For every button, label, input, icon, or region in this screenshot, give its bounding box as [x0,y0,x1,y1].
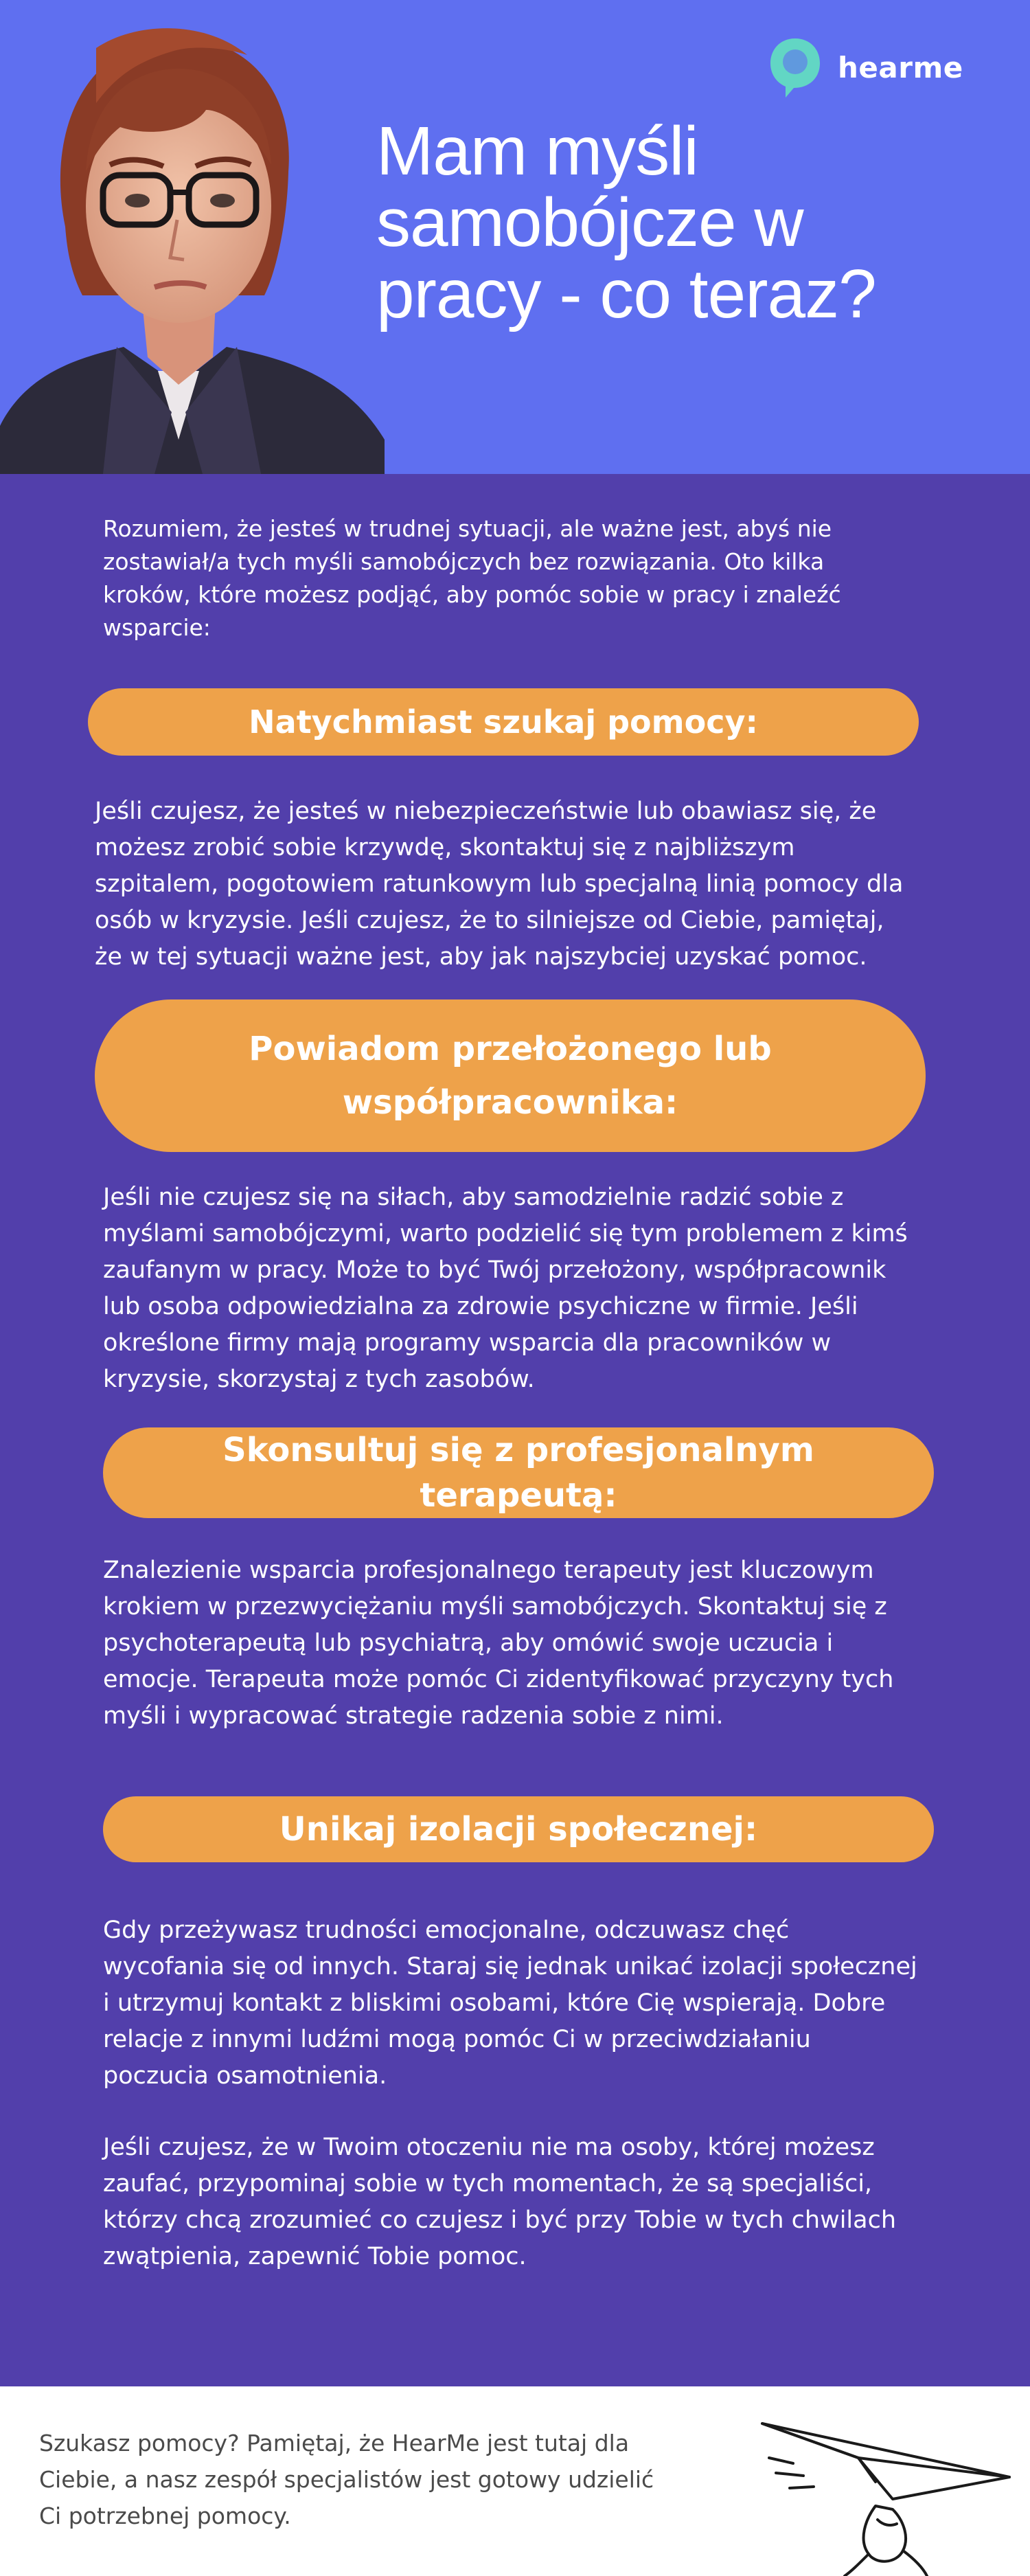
hero-banner [0,0,1030,474]
section-heading-3: Skonsultuj się z profesjonalnym terapeutą: [103,1427,934,1518]
section-body-3: Znalezienie wsparcia profesjonalnego terapeuty jest kluczowym krokiem w przezwyciężaniu myśli samobójczych. Skontaktuj się z psychoterapeutą lub psychiatrą, aby omówić swoje uczucia i emocje. Terapeuta może pomóc Ci zidentyfikować przyczyny tych myśli i wypracować strategie radzenia sobie z nimi. [103,1557,894,1730]
section-body-4: Gdy przeżywasz trudności emocjonalne, odczuwasz chęć wycofania się od innych. Staraj się jednak unikać izolacji społecznej i utrzymuj kontakt z bliskimi osobami, które Cię wspierają. Dobre relacje z innymi ludźmi mogą pomóc Ci w przeciwdziałaniu poczucia osamotnienia. [103,1917,917,2090]
section-body-4b: Jeśli czujesz, że w Twoim otoczeniu nie ma osoby, której możesz zaufać, przypominaj sobie w tych momentach, że są specjaliści, którzy chcą zrozumieć co czujesz i być przy Tobie w tych chwilach zwątpienia, zapewnić Tobie pomoc. [103,2134,897,2270]
intro-text: Rozumiem, że jesteś w trudnej sytuacji, ale ważne jest, abyś nie zostawiał/a tych myśli samobójczych bez rozwiązania. Oto kilka kroków, które możesz podjąć, aby pomóc sobie w pracy i znaleźć wsparcie: [103,515,841,641]
paper-plane-hand-icon [755,2417,1016,2576]
hearme-logo[interactable] [768,36,963,99]
page-title: Mam myśli samobójcze w pracy - co teraz? [376,113,876,332]
footer [0,2386,1030,2576]
section-heading-4: Unikaj izolacji społecznej: [103,1796,934,1862]
footer-text: Szukasz pomocy? Pamiętaj, że HearMe jest tutaj dla Ciebie, a nasz zespół specjalistów jest gotowy udzielić Ci potrzebnej pomocy. [39,2430,654,2529]
section-heading-2: Powiadom przełożonego lub współpracownika: [95,999,926,1152]
section-body-1: Jeśli czujesz, że jesteś w niebezpieczeństwie lub obawiasz się, że możesz zrobić sobie krzywdę, skontaktuj się z najbliższym szpitalem, pogotowiem ratunkowym lub specjalną linią pomocy dla osób w kryzysie. Jeśli czujesz, że to silniejsze od Ciebie, pamiętaj, że w tej sytuacji ważne jest, aby jak najszybciej uzyskać pomoc. [95,798,904,971]
section-heading-1: Natychmiast szukaj pomocy: [88,688,919,756]
brand-name: hearme [838,50,963,84]
section-body-2: Jeśli nie czujesz się na siłach, aby samodzielnie radzić sobie z myślami samobójczymi, warto podzielić się tym problemem z kimś zaufanym w pracy. Może to być Twój przełożony, współpracownik lub osoba odpowiedzialna za zdrowie psychiczne w firmie. Jeśli określone firmy mają programy wsparcia dla pracowników w kryzysie, skorzystaj z tych zasobów. [103,1184,908,1393]
speech-bubble-icon [768,36,823,99]
woman-portrait-illustration [0,0,385,474]
